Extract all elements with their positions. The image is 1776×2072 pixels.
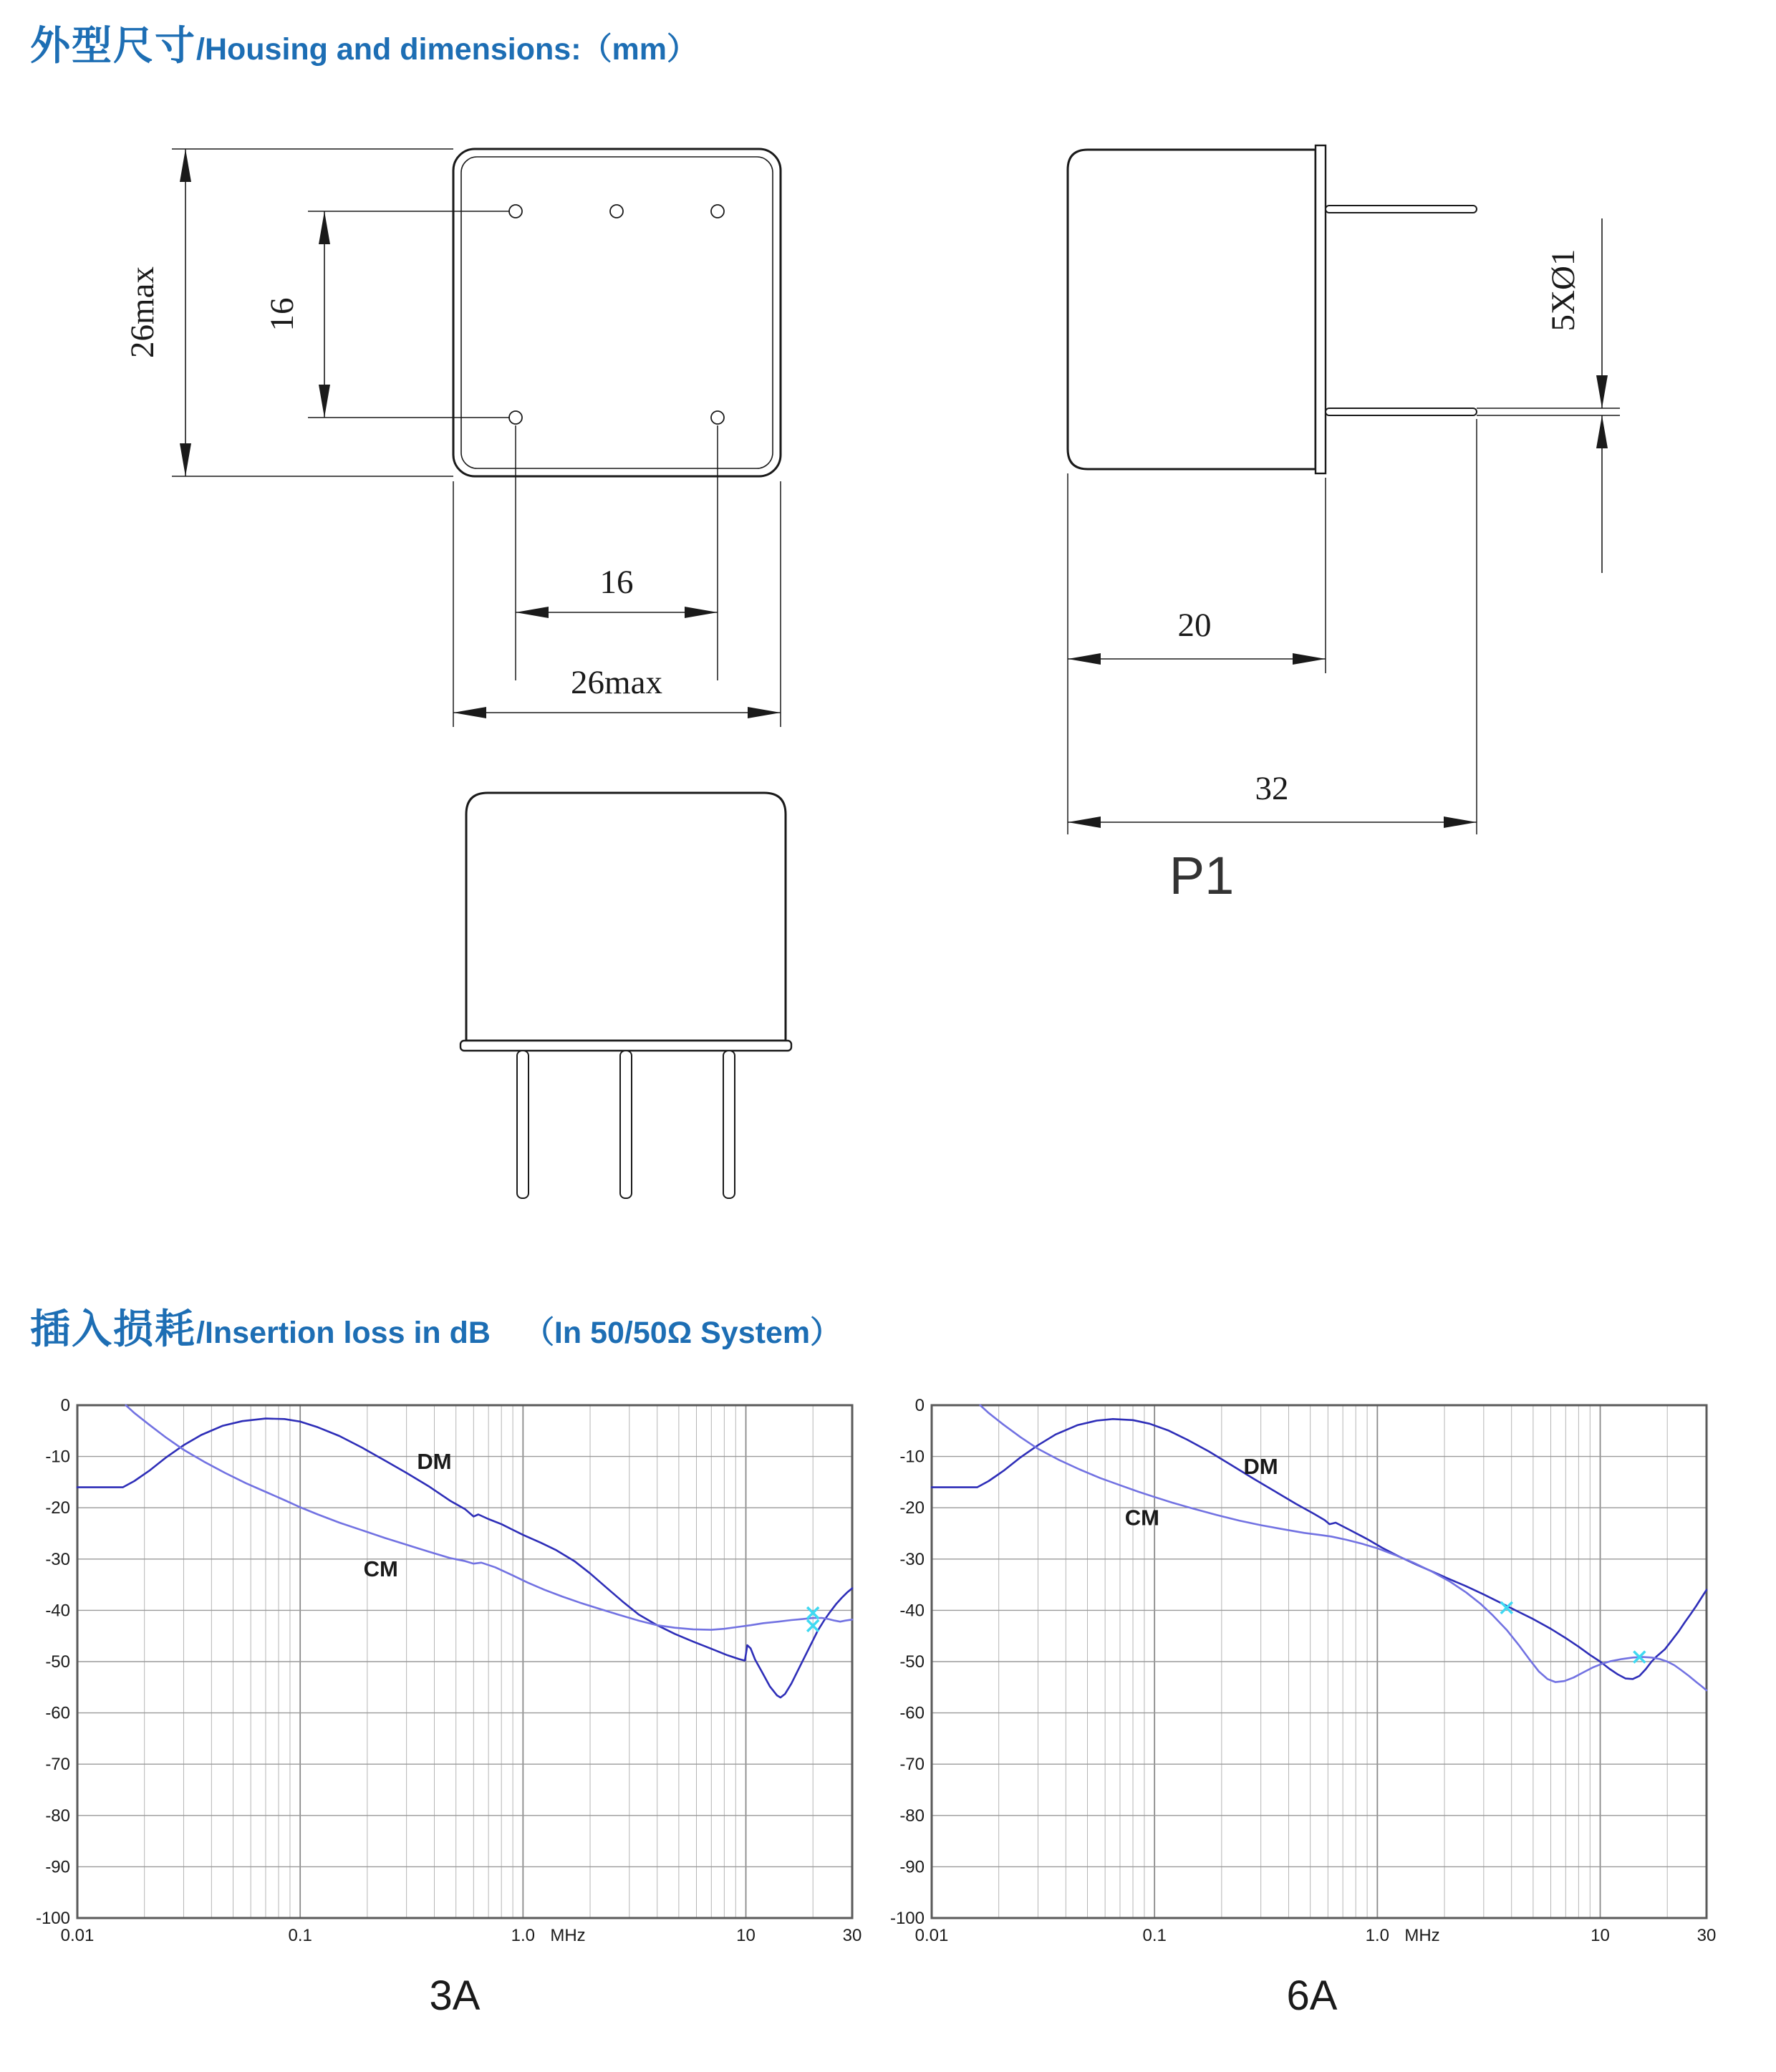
y-tick-label: -80 xyxy=(45,1806,70,1826)
x-tick-label: 10 xyxy=(1591,1926,1610,1945)
y-tick-label: -20 xyxy=(45,1498,70,1518)
section-title-insertion-loss-en: /Insertion loss in dB xyxy=(196,1316,491,1350)
x-tick-label: 0.1 xyxy=(288,1926,312,1945)
y-tick-label: -80 xyxy=(899,1806,925,1826)
y-tick-label: -40 xyxy=(45,1601,70,1621)
dim-label-body-depth: 20 xyxy=(1177,607,1212,644)
y-tick-label: -30 xyxy=(899,1549,925,1569)
x-tick-label: 10 xyxy=(736,1926,756,1945)
view-label-p1: P1 xyxy=(1169,846,1235,905)
y-tick-label: -40 xyxy=(899,1601,925,1621)
y-tick-label: -50 xyxy=(45,1652,70,1672)
dim-label-width: 26max xyxy=(571,664,662,701)
y-tick-label: -10 xyxy=(899,1447,925,1467)
dim-label-height: 26max xyxy=(124,266,161,358)
y-tick-label: -20 xyxy=(899,1498,925,1518)
section-title-insertion-loss-note: （In 50/50Ω System） xyxy=(523,1316,841,1350)
y-tick-label: 0 xyxy=(914,1396,925,1415)
dim-label-pin-pitch-v: 16 xyxy=(264,297,301,332)
y-tick-label: -10 xyxy=(45,1447,70,1467)
x-tick-label: 0.1 xyxy=(1142,1926,1167,1945)
y-tick-label: -70 xyxy=(45,1755,70,1775)
section-title-housing-en: /Housing and dimensions:（mm） xyxy=(196,32,698,67)
y-tick-label: -70 xyxy=(899,1755,925,1775)
chart-caption: 3A xyxy=(429,1972,481,2019)
x-tick-label: 30 xyxy=(1697,1926,1717,1945)
curve-label-CM: CM xyxy=(363,1556,398,1582)
x-axis-unit: MHz xyxy=(550,1926,586,1945)
section-title-housing-zh: 外型尺寸 xyxy=(30,23,196,68)
x-tick-label: 0.01 xyxy=(60,1926,95,1945)
chart-6A xyxy=(890,1396,1716,2019)
y-tick-label: -60 xyxy=(899,1703,925,1723)
curve-CM xyxy=(980,1405,1707,1690)
curve-label-DM: DM xyxy=(417,1448,452,1474)
x-tick-label: 30 xyxy=(842,1926,862,1945)
y-tick-label: -50 xyxy=(899,1652,925,1672)
y-tick-label: -30 xyxy=(45,1549,70,1569)
y-tick-label: -90 xyxy=(45,1857,70,1877)
chart-caption: 6A xyxy=(1286,1972,1338,2019)
curve-label-DM: DM xyxy=(1243,1453,1278,1479)
curve-CM xyxy=(126,1405,852,1630)
dim-label-pin-diameter: 5XØ1 xyxy=(1545,249,1582,332)
x-axis-unit: MHz xyxy=(1404,1926,1440,1945)
chart-3A xyxy=(36,1396,862,2019)
y-tick-label: -60 xyxy=(45,1703,70,1723)
section-title-insertion-loss-zh: 插入损耗 xyxy=(30,1306,196,1351)
curve-label-CM: CM xyxy=(1124,1505,1160,1531)
dim-label-overall-depth: 32 xyxy=(1255,770,1289,807)
x-tick-label: 1.0 xyxy=(1365,1926,1390,1945)
y-tick-label: -90 xyxy=(899,1857,925,1877)
y-tick-label: 0 xyxy=(60,1396,70,1415)
y-tick-label: -100 xyxy=(889,1909,925,1928)
y-tick-label: -100 xyxy=(35,1909,70,1928)
x-tick-label: 0.01 xyxy=(914,1926,949,1945)
dim-label-pin-pitch-h: 16 xyxy=(599,564,634,601)
x-tick-label: 1.0 xyxy=(511,1926,536,1945)
